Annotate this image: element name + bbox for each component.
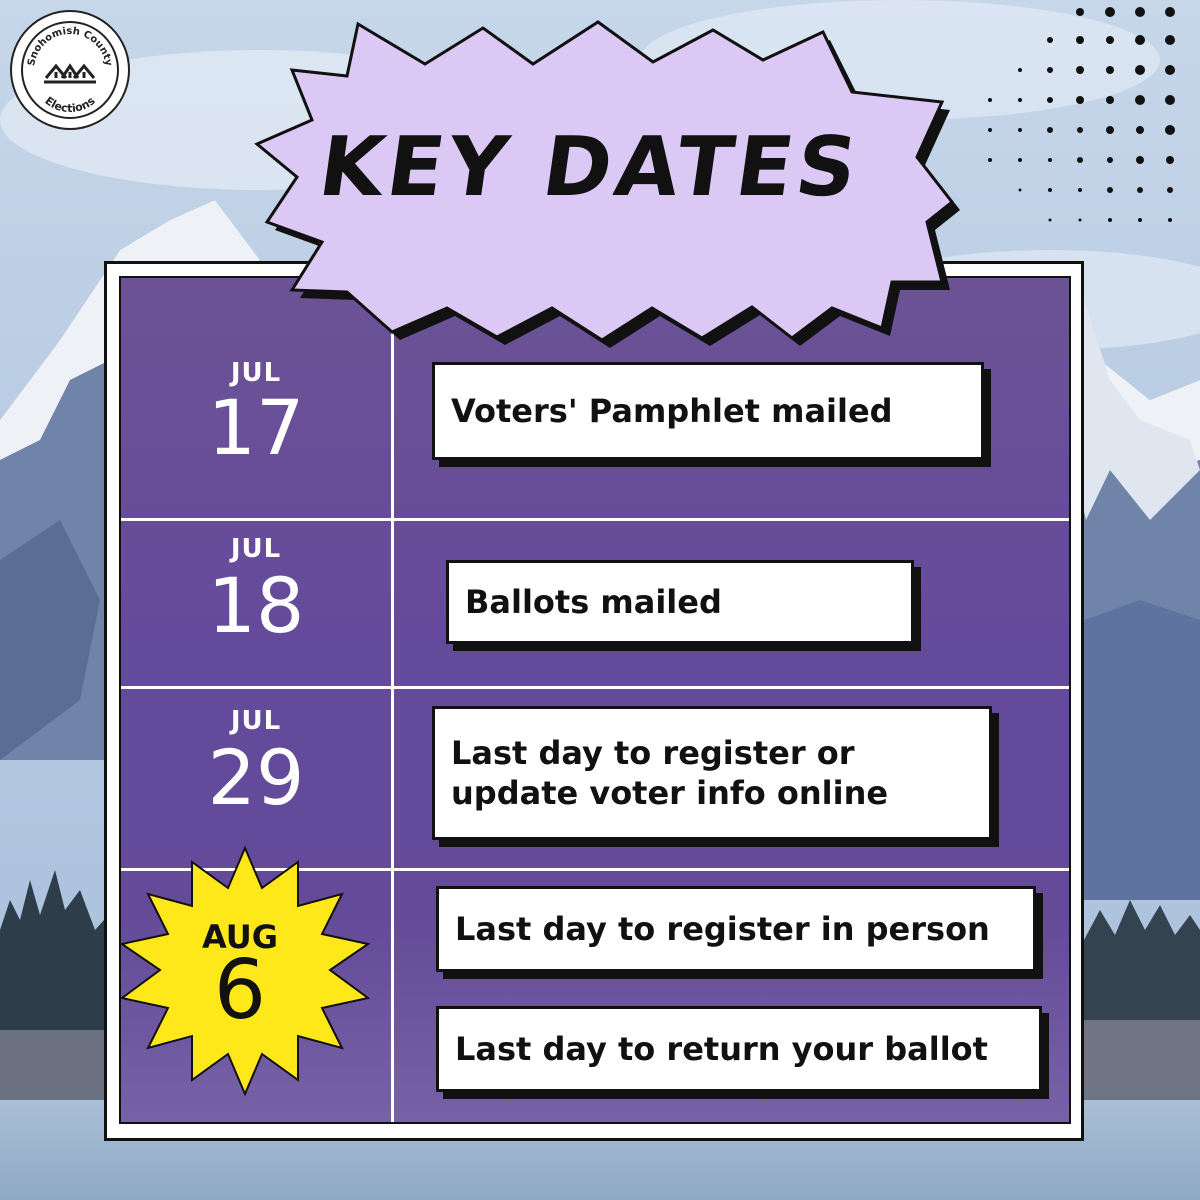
page-title: KEY DATES bbox=[313, 120, 867, 215]
event-text: Voters' Pamphlet mailed bbox=[451, 392, 893, 430]
date-month: JUL bbox=[230, 706, 282, 736]
row-divider bbox=[121, 686, 1069, 689]
date-day: 6 bbox=[213, 943, 267, 1038]
event-box bbox=[432, 706, 992, 840]
date-day: 17 bbox=[207, 383, 305, 472]
date-day: 29 bbox=[207, 733, 305, 822]
logo-bottom-text: Elections bbox=[42, 94, 98, 116]
event-text: update voter info online bbox=[451, 774, 889, 812]
date-month: JUL bbox=[230, 534, 282, 564]
event-text: Ballots mailed bbox=[465, 583, 722, 621]
row-divider bbox=[121, 518, 1069, 521]
event-box bbox=[436, 886, 1036, 972]
column-divider bbox=[391, 278, 394, 1122]
date-month: AUG bbox=[201, 918, 279, 956]
event-box bbox=[446, 560, 914, 644]
event-text: Last day to return your ballot bbox=[455, 1030, 988, 1068]
event-text: Last day to register in person bbox=[455, 910, 990, 948]
date-month: JUL bbox=[230, 358, 282, 388]
logo-top-text: Snohomish County bbox=[26, 25, 114, 67]
event-text: Last day to register or bbox=[451, 734, 855, 772]
event-box bbox=[436, 1006, 1042, 1092]
date-day: 18 bbox=[207, 561, 305, 650]
